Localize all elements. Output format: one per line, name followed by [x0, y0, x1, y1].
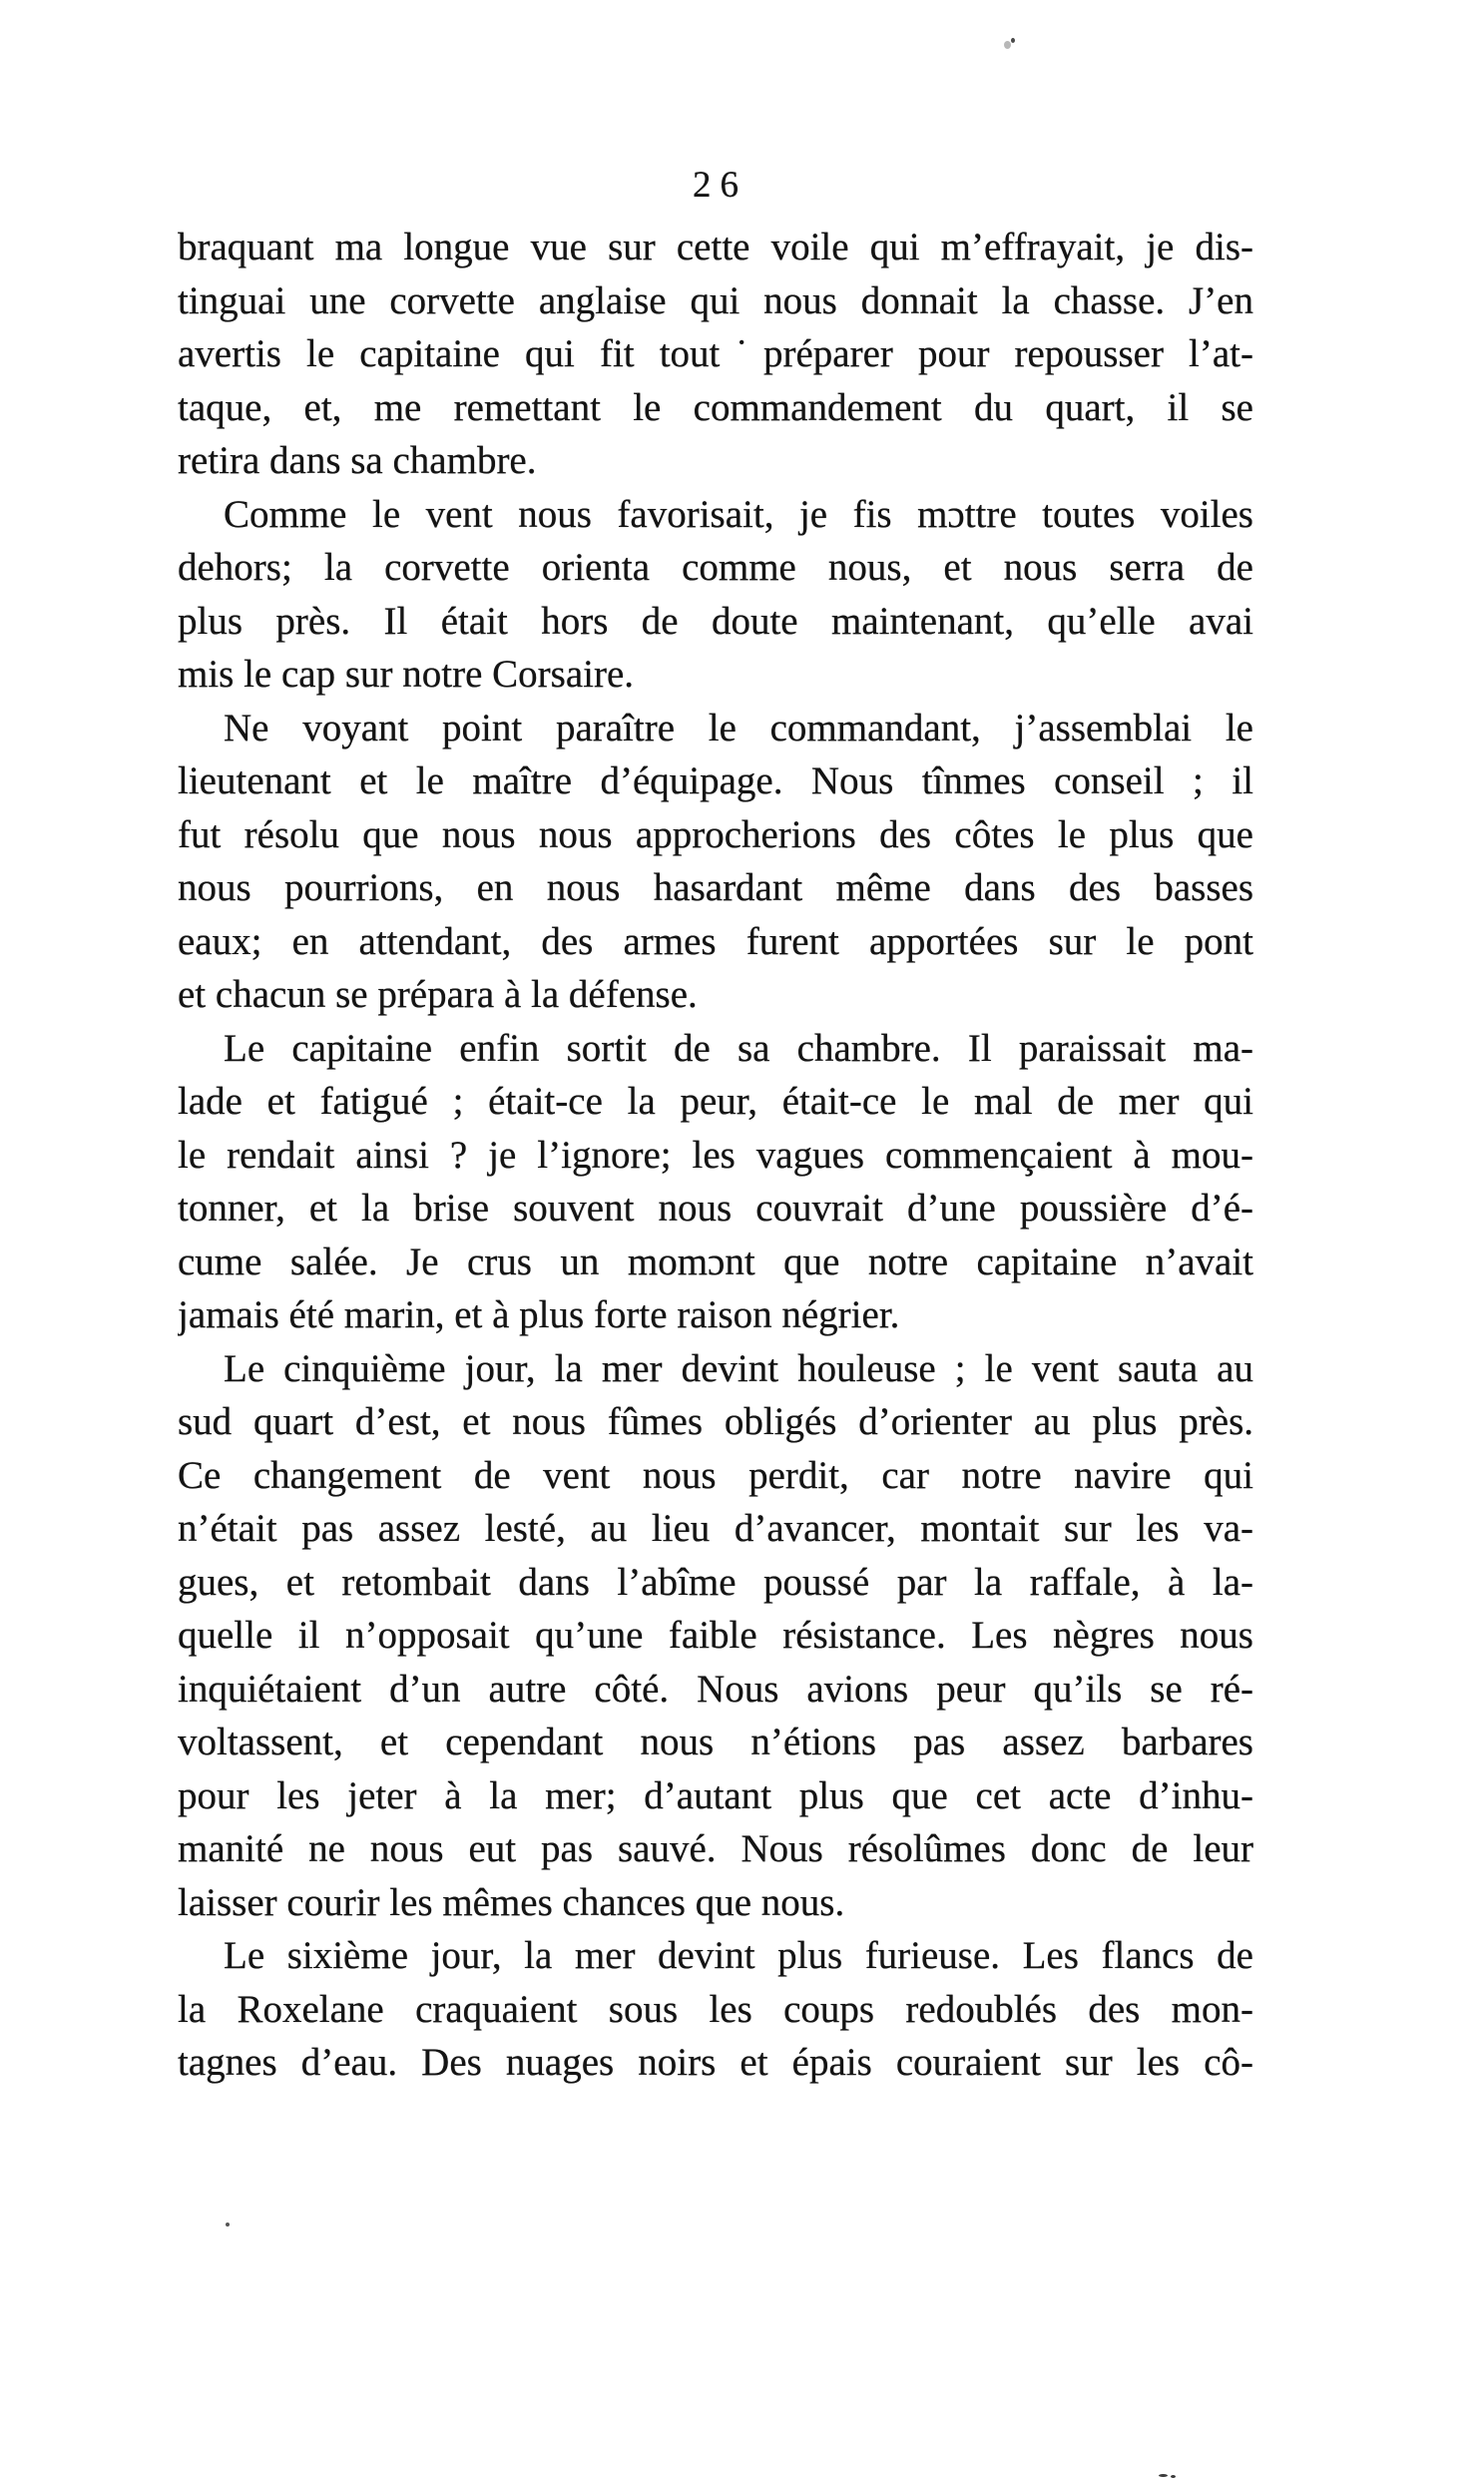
text-line: Ce changement de vent nous perdit, car notre navire qui: [178, 1453, 1253, 1497]
text-line: tagnes d’eau. Des nuages noirs et épais couraient sur les cô-: [178, 2041, 1253, 2084]
text-line: lieutenant et le maître d’équipage. Nous tînmes conseil ; il: [178, 759, 1253, 802]
text-line: avertis le capitaine qui fit tout˙préparer pour repousser l’at-: [178, 332, 1253, 375]
text-line: Le cinquième jour, la mer devint houleuse ; le vent sauta au: [224, 1346, 1253, 1390]
text-line: le rendait ainsi ? je l’ignore; les vagues commençaient à mou-: [178, 1133, 1253, 1177]
text-line: quelle il n’opposait qu’une faible résistance. Les nègres nous: [178, 1614, 1253, 1657]
text-line: jamais été marin, et à plus forte raison négrier.: [178, 1293, 900, 1336]
text-line: retira dans sa chambre.: [178, 439, 537, 482]
text-line: manité ne nous eut pas sauvé. Nous résolûmes donc de leur: [178, 1827, 1253, 1870]
text-line: tinguai une corvette anglaise qui nous donnait la chasse. J’en: [178, 278, 1253, 322]
text-line: sud quart d’est, et nous fûmes obligés d’orienter au plus près.: [178, 1400, 1253, 1443]
text-line: et chacun se prépara à la défense.: [178, 973, 698, 1016]
text-line: la Roxelane craquaient sous les coups redoublés des mon-: [178, 1987, 1253, 2031]
text-line: Le capitaine enfin sortit de sa chambre. Il paraissait ma-: [224, 1026, 1253, 1070]
text-line: tonner, et la brise souvent nous couvrait d’une poussière d’é-: [178, 1187, 1253, 1230]
ink-speck: [1171, 2475, 1176, 2478]
text-line: fut résolu que nous nous approcherions des côtes le plus que: [178, 812, 1253, 856]
text-line: plus près. Il était hors de doute maintenant, qu’elle avai: [178, 599, 1253, 643]
text-line: inquiétaient d’un autre côté. Nous avions peur qu’ils se ré-: [178, 1667, 1253, 1711]
text-line: voltassent, et cependant nous n’étions pas assez barbares: [178, 1721, 1253, 1763]
text-line: n’était pas assez lesté, au lieu d’avancer, montait sur les va-: [178, 1507, 1253, 1550]
text-line: pour les jeter à la mer; d’autant plus que cet acte d’inhu-: [178, 1773, 1253, 1817]
text-line: eaux; en attendant, des armes furent apportées sur le pont: [178, 919, 1253, 963]
text-line: lade et fatigué ; était-ce la peur, était-ce le mal de mer qui: [178, 1080, 1253, 1123]
text-line: Comme le vent nous favorisait, je fis mɔttre toutes voiles: [224, 492, 1253, 536]
text-line: laisser courir les mêmes chances que nous.: [178, 1880, 845, 1924]
ink-speck: [226, 2223, 230, 2227]
ink-speck: [1004, 41, 1011, 49]
text-line: mis le cap sur notre Corsaire.: [178, 653, 635, 696]
page-number: 26: [693, 165, 747, 206]
ink-speck: [1011, 38, 1015, 43]
text-line: gues, et retombait dans l’abîme poussé par la raffale, à la-: [178, 1560, 1253, 1604]
text-block: [178, 221, 1253, 2090]
text-line: braquant ma longue vue sur cette voile qui m’effrayait, je dis-: [178, 226, 1253, 268]
ink-speck: [1159, 2474, 1168, 2477]
text-line: cume salée. Je crus un momɔnt que notre capitaine n’avait: [178, 1240, 1253, 1283]
text-line: nous pourrions, en nous hasardant même dans des basses: [178, 866, 1253, 909]
text-line: dehors; la corvette orienta comme nous, et nous serra de: [178, 546, 1253, 589]
text-line: Ne voyant point paraître le commandant, j’assemblai le: [224, 706, 1253, 749]
text-line: taque, et, me remettant le commandement du quart, il se: [178, 385, 1253, 429]
text-line: Le sixième jour, la mer devint plus furieuse. Les flancs de: [224, 1934, 1253, 1977]
